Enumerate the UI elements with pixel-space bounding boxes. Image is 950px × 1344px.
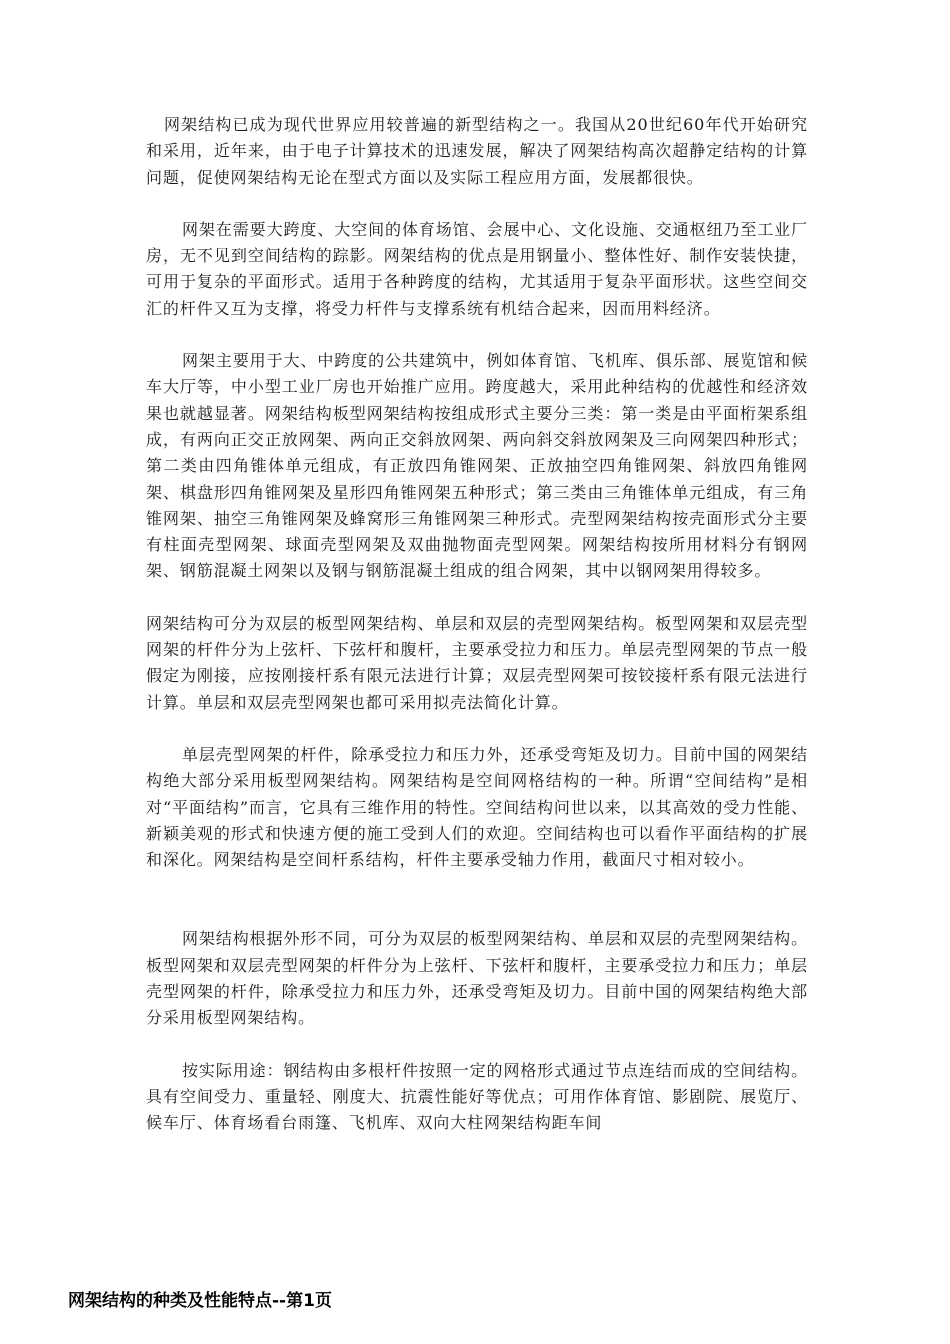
paragraph-5: 单层壳型网架的杆件，除承受拉力和压力外，还承受弯矩及切力。目前中国的网架结构绝大部分采用板型网架结构。网架结构是空间网格结构的一种。所谓“空间结构”是相对“平面结构”而言，它具有三维作用的特性。空间结构问世以来，以其高效的受力性能、新颖美观的形式和快速方便的施工受到人们的欢迎。空间结构也可以看作平面结构的扩展和深化。网架结构是空间杆系结构，杆件主要承受轴力作用，截面尺寸相对较小。 [146, 744, 808, 870]
paragraph-3: 网架主要用于大、中跨度的公共建筑中，例如体育馆、飞机库、俱乐部、展览馆和候车大厅等，中小型工业厂房也开始推广应用。跨度越大，采用此种结构的优越性和经济效果也就越显著。网架结构板型网架结构按组成形式主要分三类：第一类是由平面桁架系组成，有两向正交正放网架、两向正交斜放网架、两向斜交斜放网架及三向网架四种形式；第二类由四角锥体单元组成，有正放四角锥网架、正放抽空四角锥网架、斜放四角锥网架、棋盘形四角锥网架及星形四角锥网架五种形式；第三类由三角锥体单元组成，有三角锥网架、抽空三角锥网架及蜂窝形三角锥网架三种形式。壳型网架结构按壳面形式分主要有柱面壳型网架、球面壳型网架及双曲抛物面壳型网架。网架结构按所用材料分有钢网架、钢筋混凝土网架以及钢与钢筋混凝土组成的组合网架，其中以钢网架用得较多。 [146, 351, 808, 581]
paragraph-7: 按实际用途：钢结构由多根杆件按照一定的网格形式通过节点连结而成的空间结构。具有空间受力、重量轻、刚度大、抗震性能好等优点；可用作体育馆、影剧院、展览厅、候车厅、体育场看台雨篷、飞机库、双向大柱网架结构距车间 [146, 1060, 808, 1133]
document-body [146, 112, 808, 1137]
paragraph-6: 网架结构根据外形不同，可分为双层的板型网架结构、单层和双层的壳型网架结构。板型网架和双层壳型网架的杆件分为上弦杆、下弦杆和腹杆，主要承受拉力和压力；单层壳型网架的杆件，除承受拉力和压力外，还承受弯矩及切力。目前中国的网架结构绝大部分采用板型网架结构。 [146, 929, 808, 1028]
paragraph-4: 网架结构可分为双层的板型网架结构、单层和双层的壳型网架结构。板型网架和双层壳型网架的杆件分为上弦杆、下弦杆和腹杆，主要承受拉力和压力。单层壳型网架的节点一般假定为刚接，应按刚接杆系有限元法进行计算；双层壳型网架可按铰接杆系有限元法进行计算。单层和双层壳型网架也都可采用拟壳法简化计算。 [146, 613, 808, 712]
paragraph-2: 网架在需要大跨度、大空间的体育场馆、会展中心、文化设施、交通枢纽乃至工业厂房，无不见到空间结构的踪影。网架结构的优点是用钢量小、整体性好、制作安装快捷，可用于复杂的平面形式。适用于各种跨度的结构，尤其适用于复杂平面形状。这些空间交汇的杆件又互为支撑，将受力杆件与支撑系统有机结合起来，因而用料经济。 [146, 219, 808, 318]
paragraph-1: 网架结构已成为现代世界应用较普遍的新型结构之一。我国从20世纪60年代开始研究和采用，近年来，由于电子计算技术的迅速发展，解决了网架结构高次超静定结构的计算问题，促使网架结构无论在型式方面以及实际工程应用方面，发展都很快。 [146, 115, 808, 187]
page-footer: 网架结构的种类及性能特点--第1页 [68, 1291, 332, 1311]
